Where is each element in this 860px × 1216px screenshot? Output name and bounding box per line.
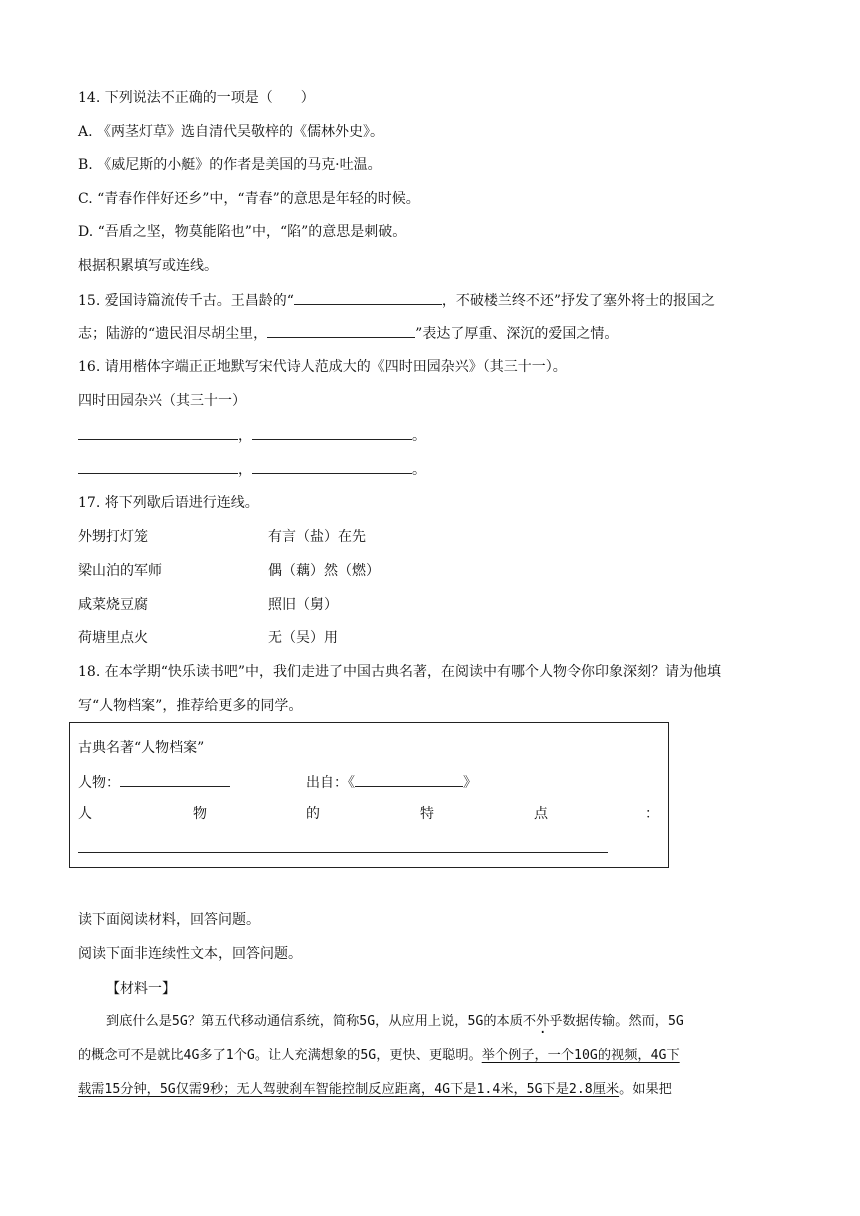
profile-person-row — [78, 772, 230, 793]
q14-option-b: B. 《威尼斯的小艇》的作者是美国的马克·吐温。 — [78, 157, 382, 173]
trait-char: 的 — [306, 806, 320, 822]
q15-blank-1[interactable] — [294, 290, 442, 305]
q17-left-item[interactable]: 梁山泊的军师 — [78, 563, 162, 579]
q17-left-item[interactable]: 咸菜烧豆腐 — [78, 597, 148, 613]
material-paragraph-line-1 — [106, 1012, 684, 1032]
p1-text-b: 数据传输。然而，5G — [562, 1014, 684, 1029]
q17-left-item[interactable]: 荷塘里点火 — [78, 630, 148, 646]
source-label: 出自：《 — [306, 775, 355, 791]
p3-text-b: 。如果把 — [619, 1082, 672, 1097]
q15-text-4: ”表达了厚重、深沉的爱国之情。 — [415, 326, 619, 342]
q14-stem: 14. 下列说法不正确的一项是（ ） — [78, 90, 315, 106]
q17-right-item[interactable]: 有言（盐）在先 — [268, 529, 366, 545]
q17-right-item[interactable]: 偶（藕）然（燃） — [268, 563, 380, 579]
q15-line2 — [78, 323, 618, 344]
q16-period-2: 。 — [412, 462, 426, 478]
q15-text-2: ，不破楼兰终不还”抒发了塞外将士的报国之 — [441, 293, 716, 309]
q17-right-item[interactable]: 无（吴）用 — [268, 630, 338, 646]
q18-stem-1: 18. 在本学期“快乐读书吧”中，我们走进了中国古典名著，在阅读中有哪个人物令你印象深刻？请为他填 — [78, 664, 722, 680]
material-label: 【材料一】 — [106, 981, 176, 997]
q17-stem: 17. 将下列歇后语进行连线。 — [78, 495, 259, 511]
q16-blank-3[interactable] — [78, 459, 238, 474]
q16-blank-4[interactable] — [252, 459, 412, 474]
q16-stem: 16. 请用楷体字端正正地默写宋代诗人范成大的《四时田园杂兴》（其三十一）。 — [78, 359, 567, 375]
q16-poem-title: 四时田园杂兴（其三十一） — [78, 393, 246, 409]
q15-blank-2[interactable] — [267, 323, 415, 338]
q14-option-a: A. 《两茎灯草》选自清代吴敬梓的《儒林外史》。 — [78, 124, 385, 140]
profile-source-row — [306, 772, 477, 793]
q16-comma-1: ， — [238, 428, 252, 444]
traits-answer-line[interactable] — [78, 852, 608, 853]
underlined-example-1: 举个例子，一个10G的视频，4G下 — [481, 1048, 680, 1063]
q16-answer-line-2 — [78, 459, 426, 480]
q17-right-item[interactable]: 照旧（舅） — [268, 597, 338, 613]
emphasized-phrase: 不外乎 — [522, 1014, 563, 1029]
trait-char: 物 — [193, 806, 207, 822]
p2-text-a: 的概念可不是就比4G多了1个G。让人充满想象的5G，更快、更聪明。 — [78, 1048, 482, 1063]
person-label: 人物： — [78, 775, 120, 791]
q14-option-d: D. “吾盾之坚，物莫能陷也”中，“陷”的意思是刺破。 — [78, 224, 407, 240]
trait-char: 点 — [534, 806, 548, 822]
trait-char: ： — [645, 806, 659, 822]
q17-left-item[interactable]: 外甥打灯笼 — [78, 529, 148, 545]
q16-blank-1[interactable] — [78, 425, 238, 440]
q15-text-3: 志；陆游的“遗民泪尽胡尘里， — [78, 326, 268, 342]
reading-intro-1: 读下面阅读材料，回答问题。 — [78, 912, 260, 928]
material-paragraph-line-3 — [78, 1080, 672, 1100]
q15-line1 — [78, 290, 715, 311]
q16-comma-2: ， — [238, 462, 252, 478]
p1-text-a: 到底什么是5G？第五代移动通信系统，简称5G，从应用上说，5G的本质 — [106, 1014, 523, 1029]
q16-period-1: 。 — [412, 428, 426, 444]
q14-option-c: C. “青春作伴好还乡”中，“青春”的意思是年轻的时候。 — [78, 191, 420, 207]
q16-answer-line-1 — [78, 425, 426, 446]
reading-intro-2: 阅读下面非连续性文本，回答问题。 — [78, 946, 302, 962]
q15-text-1: 15. 爱国诗篇流传千古。王昌龄的“ — [78, 293, 294, 309]
trait-char: 特 — [420, 806, 434, 822]
person-field[interactable] — [120, 772, 230, 787]
trait-char: 人 — [78, 806, 92, 822]
source-close: 》 — [463, 775, 477, 791]
q18-stem-2: 写“人物档案”，推荐给更多的同学。 — [78, 698, 303, 714]
profile-box-title: 古典名著“人物档案” — [78, 740, 205, 756]
q16-blank-2[interactable] — [252, 425, 412, 440]
underlined-example-2: 载需15分钟，5G仅需9秒；无人驾驶刹车智能控制反应距离，4G下是1.4米，5G下是2.8厘米 — [78, 1082, 620, 1097]
source-field[interactable] — [355, 772, 463, 787]
material-paragraph-line-2 — [78, 1046, 680, 1066]
section-instruction: 根据积累填写或连线。 — [78, 258, 218, 274]
